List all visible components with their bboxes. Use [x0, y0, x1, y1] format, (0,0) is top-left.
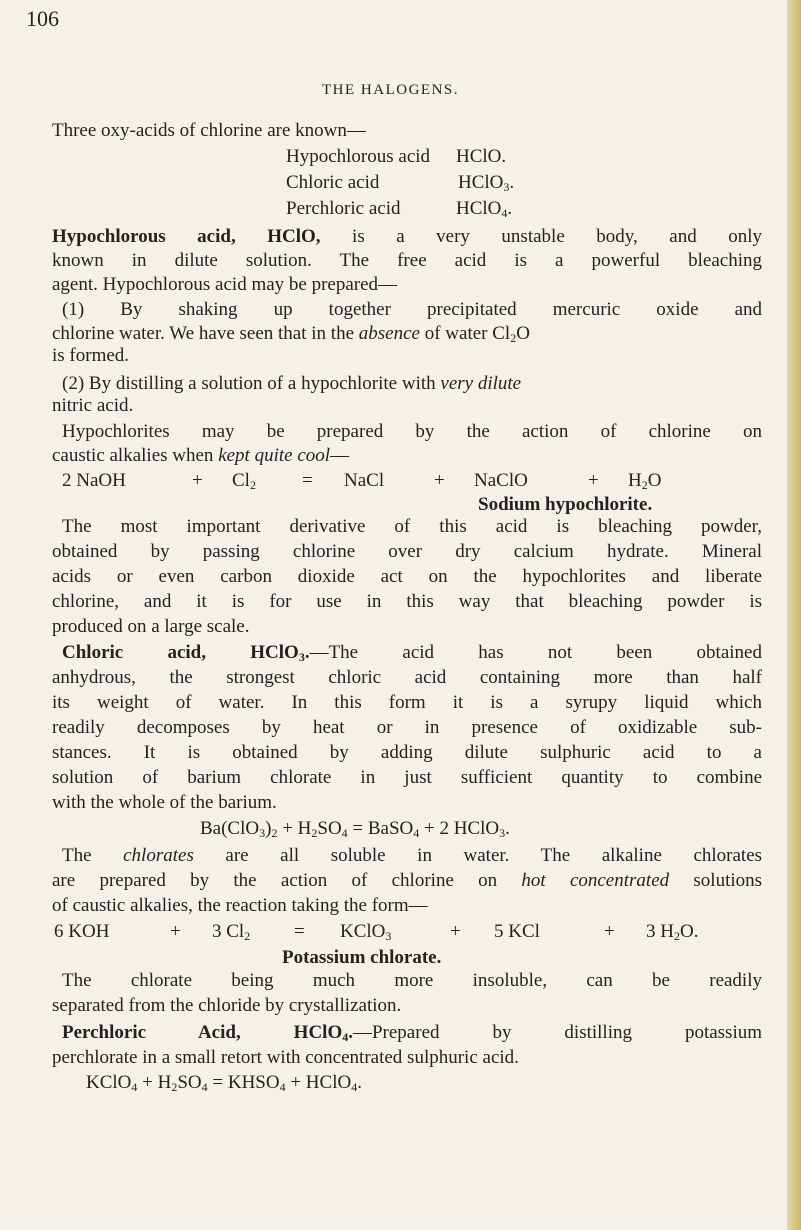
perchloric-line-1: Perchloric Acid, HClO$_4$.—Prepared by distilling potassium [62, 1022, 762, 1044]
bleach-line-2: obtained by passing chlorine over dry calcium hydrate. Mineral [52, 541, 762, 562]
eq3-caption: Potassium chlorate. [282, 947, 442, 968]
chlorates-line-2: are prepared by the action of chlorine on hot concentrated solutions [52, 870, 763, 891]
chloric-line-2: anhydrous, the strongest chloric acid containing more than half [52, 667, 762, 688]
eq3-term-2: 3 $Cl_2$ [212, 921, 251, 943]
page-number: 106 [26, 6, 59, 31]
eq3-term-3: KClO$_3$ [340, 921, 392, 943]
hypochlorites-line-1: Hypochlorites may be prepared by the action of chlorine on [62, 421, 762, 442]
eq3-term-1: 6 KOH [54, 921, 110, 942]
chlorates-line-1: The chlorates are all soluble in water. The alkaline chlorates [62, 845, 763, 866]
method-2-line-2: nitric acid. [52, 395, 134, 416]
bleach-line-1: The most important derivative of this acid is bleaching powder, [62, 516, 762, 537]
eq1-plus-1: + [192, 470, 203, 491]
hypochlorous-heading: Hypochlorous acid, HClO, [52, 226, 321, 247]
bleach-line-4: chlorine, and it is for use in this way that bleaching powder is [52, 591, 762, 612]
acid-name-1: Hypochlorous acid [286, 146, 431, 167]
hypochlorous-line-3: agent. Hypochlorous acid may be prepared— [52, 274, 398, 295]
eq1-term-4: NaClO [474, 470, 528, 491]
eq1-term-5: $H_2O$ [628, 470, 662, 492]
hypochlorous-line-2: known in dilute solution. The free acid is a powerful bleaching [52, 250, 762, 271]
chloric-line-4: readily decomposes by heat or in presence of oxidizable sub- [52, 717, 762, 738]
method-1-line-3: is formed. [52, 345, 130, 366]
acid-name-3: Perchloric acid [286, 198, 401, 219]
page-edge [787, 0, 801, 1230]
chloric-heading: Chloric acid, HClO$_3$. [62, 642, 310, 664]
eq1-term-1: 2 NaOH [62, 470, 126, 491]
chloric-line-7: with the whole of the barium. [52, 792, 277, 813]
acid-formula-3: HClO$_4$. [456, 198, 513, 220]
eq1-plus-2: + [434, 470, 445, 491]
eq1-caption: Sodium hypochlorite. [478, 494, 653, 515]
acid-formula-2: HClO$_3$. [458, 172, 515, 194]
perchloric-heading: Perchloric Acid, HClO$_4$. [62, 1022, 353, 1044]
acid-name-2: Chloric acid [286, 172, 380, 193]
method-2-line-1: (2) By distilling a solution of a hypochlorite with very dilute [62, 373, 522, 394]
equation-2: $Ba(ClO_3)_2 + H_2SO_4$ = BaSO$_4$ + 2 HClO$_3$. [200, 818, 510, 840]
perchloric-line-2: perchlorate in a small retort with concentrated sulphuric acid. [52, 1047, 519, 1068]
separation-line-1: The chlorate being much more insoluble, can be readily [62, 970, 762, 991]
method-1-line-1: (1) By shaking up together precipitated mercuric oxide and [62, 299, 762, 320]
hypochlorous-line-1: Hypochlorous acid, HClO, is a very unstable body, and only [52, 226, 763, 247]
hypochlorites-line-2: caustic alkalies when kept quite cool— [52, 445, 350, 466]
chlorates-line-3: of caustic alkalies, the reaction taking the form— [52, 895, 428, 916]
eq3-equals: = [294, 921, 305, 942]
eq1-term-3: NaCl [344, 470, 385, 491]
intro-line: Three oxy-acids of chlorine are known— [52, 120, 366, 141]
chloric-line-6: solution of barium chlorate in just sufficient quantity to combine [52, 767, 762, 788]
bleach-line-5: produced on a large scale. [52, 616, 250, 637]
eq3-plus-1: + [170, 921, 181, 942]
eq3-plus-3: + [604, 921, 615, 942]
chloric-line-1: Chloric acid, HClO$_3$.—The acid has not been obtained [62, 642, 762, 664]
eq3-term-5: 3 $H_2O$. [646, 921, 699, 943]
eq3-plus-2: + [450, 921, 461, 942]
chloric-line-5: stances. It is obtained by adding dilute sulphuric acid to a [52, 742, 762, 763]
eq1-plus-3: + [588, 470, 599, 491]
equation-4: KClO$_4$ + $H_2SO_4$ = $KHSO_4$ + HClO$_4$. [86, 1072, 362, 1094]
chloric-line-3: its weight of water. In this form it is a syrupy liquid which [52, 692, 762, 713]
acid-formula-1: HClO. [456, 146, 507, 167]
eq3-term-4: 5 KCl [494, 921, 540, 942]
eq1-term-2: $Cl_2$ [232, 470, 256, 492]
method-1-line-2: chlorine water. We have seen that in the absence of water $Cl_2O$ [52, 323, 530, 345]
eq1-equals: = [302, 470, 313, 491]
separation-line-2: separated from the chloride by crystallization. [52, 995, 402, 1016]
running-head: THE HALOGENS. [322, 82, 459, 98]
bleach-line-3: acids or even carbon dioxide act on the hypochlorites and liberate [52, 566, 762, 587]
